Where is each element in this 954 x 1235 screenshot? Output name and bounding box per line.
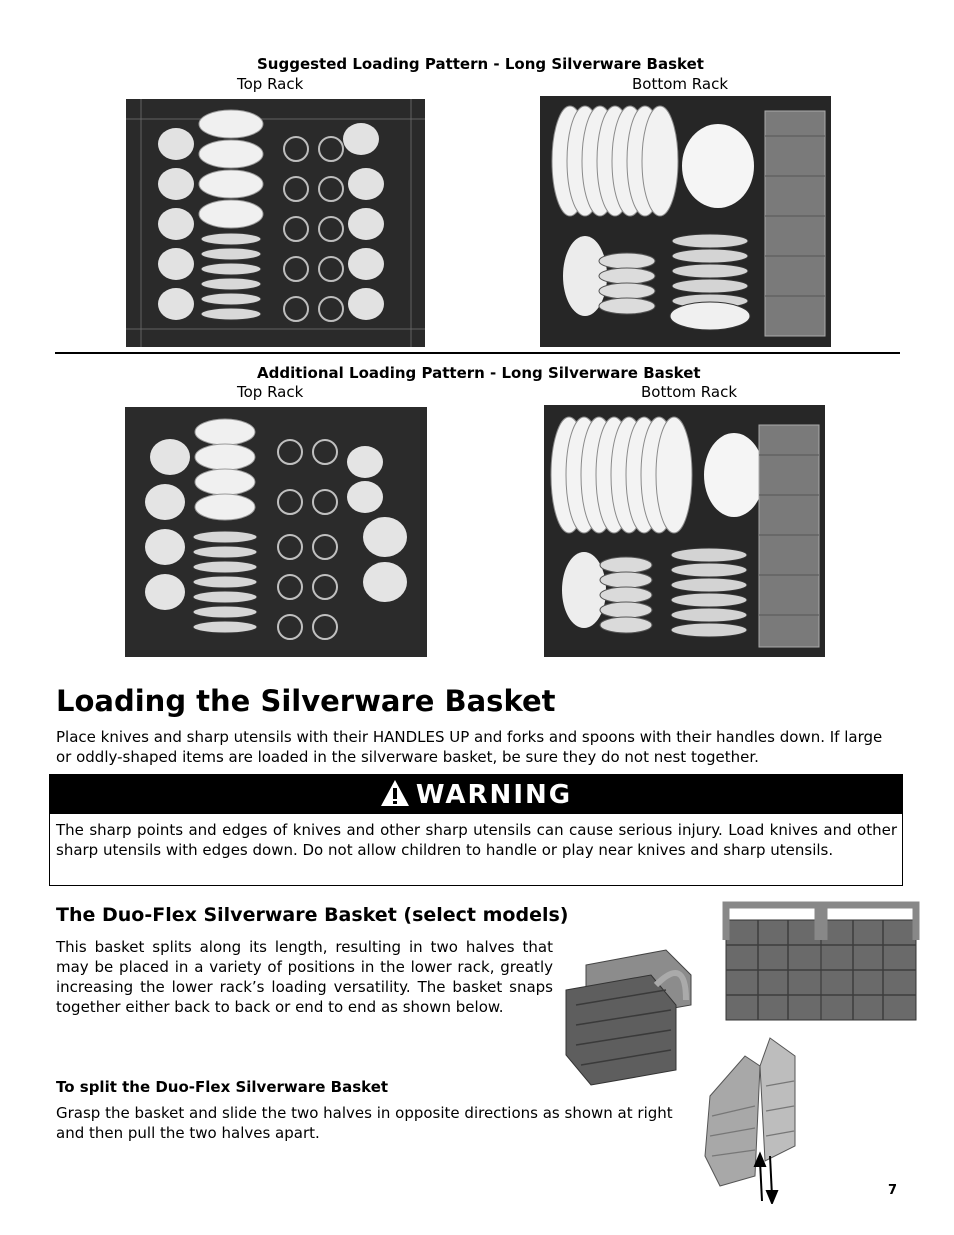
warning-box — [49, 774, 903, 886]
pattern1-bottom-rack-label: Bottom Rack — [632, 75, 729, 93]
warning-text: The sharp points and edges of knives and other sharp utensils can cause serious injury. Load knives and other sharp utensils with edges down. Do not allow children to handle or play near knives and sharp utensils. — [56, 821, 897, 859]
pattern2-bottom-rack-label: Bottom Rack — [641, 383, 738, 401]
pattern1-top-rack-label: Top Rack — [237, 75, 304, 93]
page-number: 7 — [888, 1183, 898, 1198]
pattern1-title: Suggested Loading Pattern - Long Silverware Basket — [257, 55, 704, 73]
split-heading: To split the Duo-Flex Silverware Basket — [56, 1078, 389, 1096]
top-rack-photo-1 — [126, 99, 425, 347]
basket-back-to-back-image — [718, 900, 928, 1030]
bottom-rack-photo-1 — [540, 96, 831, 347]
warning-triangle-icon — [380, 779, 410, 811]
pattern2-title: Additional Loading Pattern - Long Silverware Basket — [257, 364, 701, 382]
duoflex-heading: The Duo-Flex Silverware Basket (select models) — [56, 904, 569, 926]
basket-end-to-end-image — [556, 945, 696, 1090]
warning-title: WARNING — [415, 779, 573, 810]
section-heading: Loading the Silverware Basket — [56, 684, 556, 718]
warning-bar — [50, 775, 902, 814]
top-rack-photo-2 — [125, 407, 427, 657]
basket-split-image — [700, 1036, 800, 1204]
duoflex-text: This basket splits along its length, resulting in two halves that may be placed in a variety of positions in the lower rack, greatly increasing the lower rack’s loading versatility. The basket snaps together either back to back or end to end as shown below. — [56, 938, 553, 1016]
section-intro: Place knives and sharp utensils with their HANDLES UP and forks and spoons with their handles down. If large or oddly-shaped items are loaded in the silverware basket, be sure they do not nest together. — [56, 728, 883, 766]
pattern2-top-rack-label: Top Rack — [237, 383, 304, 401]
bottom-rack-photo-2 — [544, 405, 825, 657]
section-divider — [55, 352, 900, 354]
split-text: Grasp the basket and slide the two halves in opposite directions as shown at right and then pull the two halves apart. — [56, 1104, 673, 1142]
